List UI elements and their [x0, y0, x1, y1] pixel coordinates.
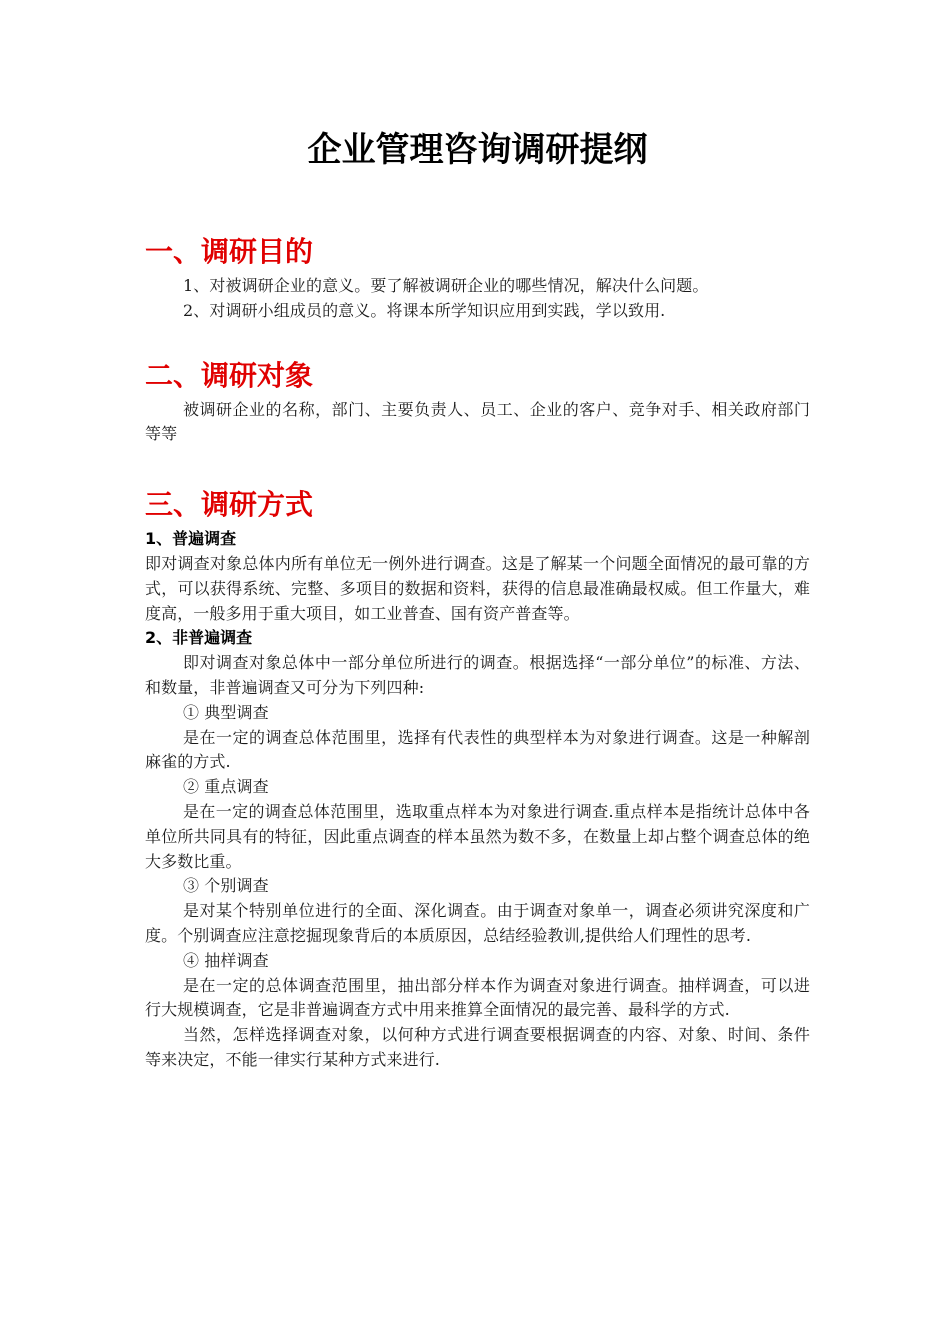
item-label-sampling: ④ 抽样调查	[183, 950, 269, 970]
closing-paragraph: 当然，怎样选择调查对象，以何种方式进行调查要根据调查的内容、对象、时间、条件等来决定，不能一律实行某种方式来进行.	[145, 1025, 810, 1069]
item-body-typical: 是在一定的调查总体范围里，选择有代表性的典型样本为对象进行调查。这是一种解剖麻雀的方式.	[145, 727, 810, 772]
subjects-paragraph: 被调研企业的名称，部门、主要负责人、员工、企业的客户、竞争对手、相关政府部门等等	[145, 399, 810, 444]
document-body	[145, 120, 810, 1073]
item-label-key: ② 重点调查	[183, 777, 269, 797]
item-body-sampling: 是在一定的总体调查范围里，抽出部分样本作为调查对象进行调查。抽样调查，可以进行大规模调查，它是非普遍调查方式中用来推算全面情况的最完善、最科学的方式.	[145, 975, 810, 1020]
document-title: 企业管理咨询调研提纲	[307, 130, 648, 170]
non-census-intro: 即对调查对象总体中一部分单位所进行的调查。根据选择“一部分单位”的标准、方法、和数量，非普遍调查又可分为下列四种:	[145, 653, 810, 697]
purpose-item-2: 2、对调研小组成员的意义。将课本所学知识应用到实践，学以致用.	[183, 300, 666, 320]
section-heading-purpose: 一、调研目的	[145, 235, 314, 268]
census-paragraph: 即对调查对象总体内所有单位无一例外进行调查。这是了解某一个问题全面情况的最可靠的方式，可以获得系统、完整、多项目的数据和资料，获得的信息最准确最权威。但工作量大，难度高，一般多用于重大项目，如工业普查、国有资产普查等。	[145, 553, 810, 623]
section-heading-subjects: 二、调研对象	[145, 358, 314, 392]
item-label-case: ③ 个别调查	[183, 876, 269, 896]
section-heading-methods: 三、调研方式	[145, 488, 314, 522]
item-label-typical: ① 典型调查	[183, 702, 269, 722]
item-body-key: 是在一定的调查总体范围里，选取重点样本为对象进行调查.重点样本是指统计总体中各单位所共同具有的特征，因此重点调查的样本虽然为数不多，在数量上却占整个调查总体的绝大多数比重。	[145, 801, 810, 871]
item-body-case: 是对某个特别单位进行的全面、深化调查。由于调查对象单一，调查必须讲究深度和广度。个别调查应注意挖掘现象背后的本质原因，总结经验教训,提供给人们理性的思考.	[145, 901, 810, 945]
purpose-item-1: 1、对被调研企业的意义。要了解被调研企业的哪些情况，解决什么问题。	[183, 276, 709, 295]
subsection-title-non-census: 2、非普遍调查	[145, 628, 253, 648]
subsection-title-census: 1、普遍调查	[145, 529, 237, 549]
